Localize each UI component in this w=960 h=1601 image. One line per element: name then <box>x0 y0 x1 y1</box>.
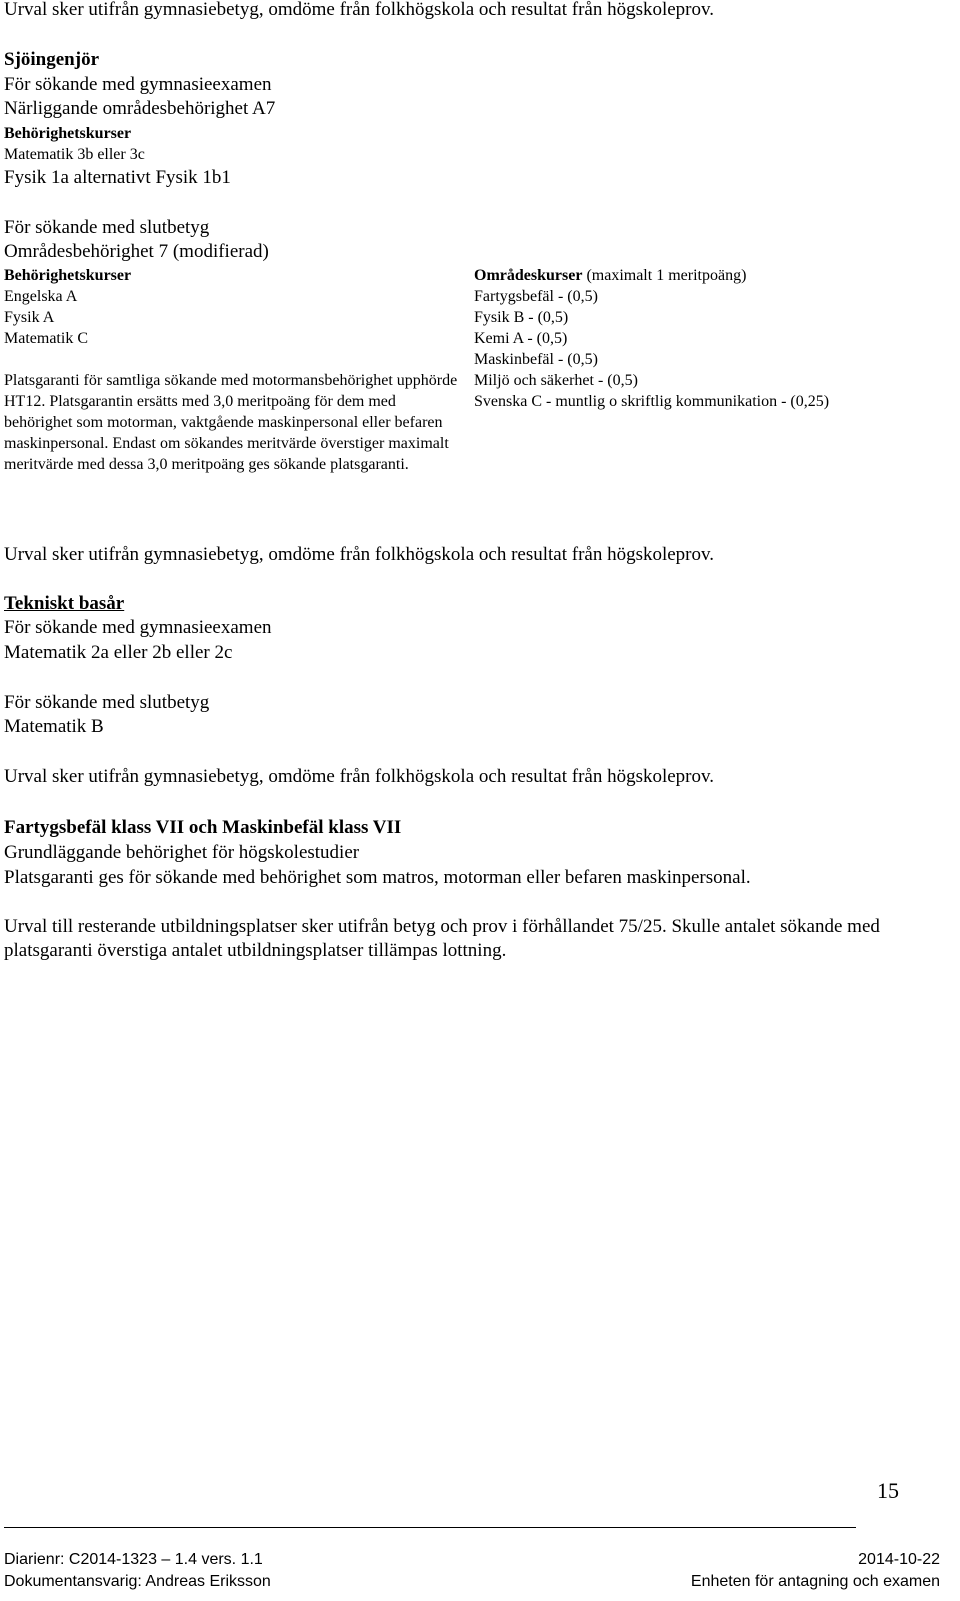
fartygsbefal-title: Fartygsbefäl klass VII och Maskinbefäl klass VII <box>4 817 402 838</box>
omradeskurs-item: Kemi A - (0,5) <box>474 330 568 347</box>
omradeskurs-item: Miljö och säkerhet - (0,5) <box>474 372 638 389</box>
fartygsbefal-platsgaranti: Platsgaranti ges för sökande med behörighet som matros, motorman eller befaren maskinpersonal. <box>4 867 751 888</box>
slutbetyg-behorighet: Områdesbehörighet 7 (modifierad) <box>4 241 269 262</box>
omradeskurs-item: Maskinbefäl - (0,5) <box>474 351 598 368</box>
slutbetyg-heading: För sökande med slutbetyg <box>4 217 210 238</box>
gymnasie-kurser-heading: Behörighetskurser <box>4 125 132 142</box>
slutbetyg-kurs: Engelska A <box>4 288 78 305</box>
footer-date: 2014-10-22 <box>858 1551 940 1568</box>
gymnasie-kurs: Matematik 3b eller 3c <box>4 146 145 163</box>
top-selection-note: Urval sker utifrån gymnasiebetyg, omdöme från folkhögskola och resultat från högskoleprov. <box>4 0 715 20</box>
slutbetyg-kurs: Matematik C <box>4 330 88 347</box>
gymnasie-behorighet: Närliggande områdesbehörighet A7 <box>4 98 276 119</box>
sjoingenjor-title: Sjöingenjör <box>4 49 99 70</box>
omradeskurser-heading: Områdeskurser (maximalt 1 meritpoäng) <box>474 267 747 284</box>
footer-dokumentansvarig: Dokumentansvarig: Andreas Eriksson <box>4 1573 271 1590</box>
tekniskt-gymnasie-heading: För sökande med gymnasieexamen <box>4 617 272 638</box>
tekniskt-slutbetyg-krav: Matematik B <box>4 716 104 737</box>
page-number: 15 <box>877 1478 899 1503</box>
omradeskurs-item: Fartygsbefäl - (0,5) <box>474 288 598 305</box>
tekniskt-gymnasie-krav: Matematik 2a eller 2b eller 2c <box>4 642 233 663</box>
footer-divider <box>4 1527 856 1528</box>
slutbetyg-kurser-heading: Behörighetskurser <box>4 267 132 284</box>
gymnasie-kurs: Fysik 1a alternativt Fysik 1b1 <box>4 167 231 188</box>
omradeskurs-item: Fysik B - (0,5) <box>474 309 569 326</box>
footer-diarienr: Diarienr: C2014-1323 – 1.4 vers. 1.1 <box>4 1551 263 1568</box>
gymnasie-heading: För sökande med gymnasieexamen <box>4 74 272 95</box>
slutbetyg-kurs: Fysik A <box>4 309 55 326</box>
platsgaranti-paragraph: Platsgaranti för samtliga sökande med motormansbehörighet upphörde HT12. Platsgarantin ersätts med 3,0 meritpoäng för dem med behörighet som motorman, vaktgående maskinpersonal eller befaren maskinpersonal. Endast om sökandes meritvärde överstiger maximalt meritvärde med dessa 3,0 meritpoäng ges sökande platsgaranti. <box>4 372 458 473</box>
fartygsbefal-selection-note: Urval till resterande utbildningsplatser sker utifrån betyg och prov i förhållandet 75/25. Skulle antalet sökande med platsgaranti överstiga antalet utbildningsplatser tillämpas lottning. <box>4 916 880 961</box>
omradeskurs-item: Svenska C - muntlig o skriftlig kommunikation - (0,25) <box>474 393 830 410</box>
footer-enhet: Enheten för antagning och examen <box>690 1573 940 1590</box>
tekniskt-slutbetyg-heading: För sökande med slutbetyg <box>4 692 210 713</box>
fartygsbefal-behorighet: Grundläggande behörighet för högskolestudier <box>4 842 360 863</box>
tekniskt-selection-note: Urval sker utifrån gymnasiebetyg, omdöme från folkhögskola och resultat från högskoleprov. <box>4 766 715 787</box>
sjoingenjor-selection-note: Urval sker utifrån gymnasiebetyg, omdöme från folkhögskola och resultat från högskoleprov. <box>4 544 715 565</box>
tekniskt-basar-title: Tekniskt basår <box>4 593 125 614</box>
